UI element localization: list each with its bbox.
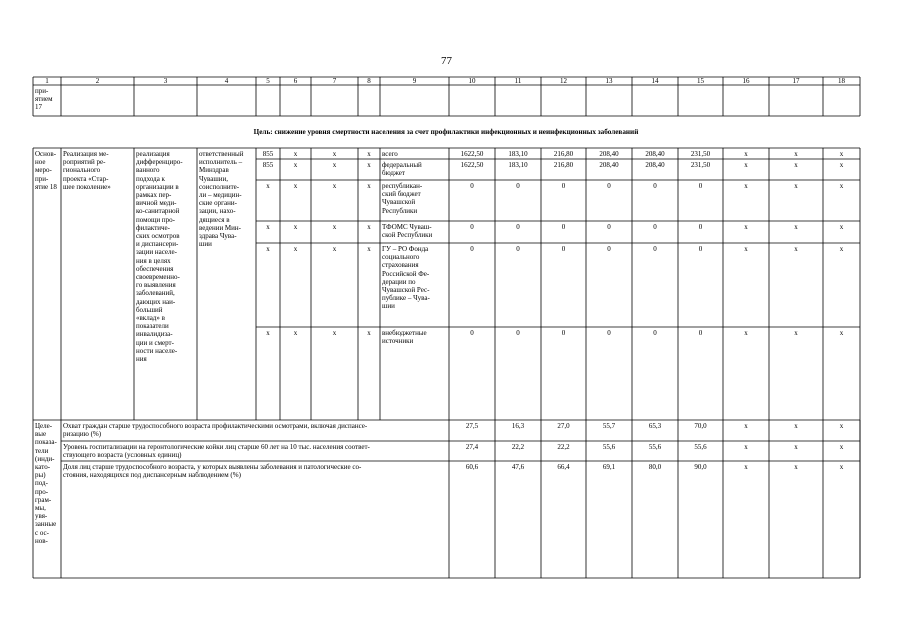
header-number-col-5: 5 [266,77,270,85]
measure-executor: ответственный исполнитель – Минздрав Чувашии, соисполните- ли – медицин- ские органи- зации, нахо- дящиеся в ведении Мин- здрава Чува- шии [199,150,244,249]
header-number-col-4: 4 [224,77,229,85]
indicator-value: x [839,422,844,430]
header-number-col-13: 13 [605,77,613,85]
funding-source: внебюджетные источники [382,329,427,346]
header-number-col-7: 7 [332,77,337,85]
header-number-col-10: 10 [468,77,476,85]
funding-value: 208,40 [645,150,665,158]
funding-col6: x [293,161,298,169]
header-number-col-16: 16 [742,77,750,85]
funding-col6: x [293,182,298,190]
funding-col8: x [367,150,371,158]
funding-value: 0 [470,329,474,337]
funding-col6: x [293,245,298,253]
funding-value: 0 [561,329,566,337]
funding-col7: x [332,223,337,231]
funding-value: 0 [516,223,520,231]
indicator-value: x [839,463,844,471]
indicator-value: 55,6 [648,443,662,451]
funding-value: 0 [516,245,520,253]
header-number-col-6: 6 [293,77,298,85]
funding-value: 183,10 [508,161,528,169]
funding-value: x [744,150,748,158]
indicator-value: 90,0 [694,463,707,471]
funding-source: ГУ – РО Фонда социального страхования Российской Фе- дерации по Чувашской Рес- публике – Чува- шии [382,245,430,311]
funding-value: 216,80 [553,161,574,169]
funding-value: 1622,50 [460,161,484,169]
funding-code: 855 [262,150,274,158]
funding-code: x [266,245,270,253]
funding-value: 1622,50 [460,150,484,158]
funding-col7: x [332,161,337,169]
funding-col7: x [332,329,337,337]
funding-value: 208,40 [645,161,665,169]
funding-source: федеральный бюджет [382,161,422,178]
funding-value: 0 [561,245,566,253]
indicator-value: 69,1 [602,463,616,471]
funding-source: ТФОМС Чуваш- ской Республики [382,223,433,240]
continued-cell-col1: при- ятием 17 [35,87,53,112]
indicators-label: Целе- вые показа- тели (инди- като- ры) под- про- грам- мы, увя- занные с ос- нов- [35,422,57,545]
funding-col6: x [293,150,298,158]
indicator-value: 27,0 [557,422,570,430]
indicator-value: 65,3 [648,422,662,430]
funding-value: x [794,329,798,337]
funding-value: x [794,161,798,169]
indicator-value: 55,7 [602,422,616,430]
indicator-value: 55,6 [694,443,707,451]
goal-heading: Цель: снижение уровня смертности населения за счет профилактики инфекционных и неинфекционных заболеваний [253,128,639,136]
funding-value: x [744,329,748,337]
indicator-value: 16,3 [511,422,525,430]
funding-value: x [744,245,748,253]
funding-value: 0 [516,329,520,337]
funding-value: 0 [561,223,566,231]
funding-code: 855 [262,161,274,169]
measure-description: реализация дифференциро- ванного подхода к организации в рамках пер- вичной меди- ко-санитарной помощи про- филактиче- ских осмотров и диспансери- зации населе- ния в целях обеспечения своевременно- го выявления заболеваний, дающих наи- больший «вклад» в показатели инвалидиза- ции и смерт- ности населе- ния [136,150,183,364]
indicator-value: 22,2 [557,443,570,451]
header-number-col-9: 9 [412,77,417,85]
funding-source: республикан- ский бюджет Чувашской Республики [382,182,423,215]
header-number-col-8: 8 [367,77,371,85]
indicator-value: 80,0 [648,463,662,471]
header-number-col-14: 14 [651,77,659,85]
indicator-value: x [794,422,798,430]
funding-col6: x [293,329,298,337]
funding-value: 208,40 [599,150,619,158]
funding-value: x [839,182,844,190]
funding-value: 0 [653,329,657,337]
funding-value: x [839,245,844,253]
header-number-col-11: 11 [514,77,522,85]
funding-value: 0 [470,182,474,190]
indicator-value: 27,5 [465,422,479,430]
funding-value: 216,80 [553,150,574,158]
funding-value: x [839,329,844,337]
indicator-text: Доля лиц старше трудоспособного возраста, у которых выявлены заболевания и патологические со- стояния, находящихся под диспансерным наблюдением (%) [63,463,362,480]
funding-value: 0 [653,245,657,253]
header-number-col-12: 12 [560,77,567,85]
funding-value: x [744,223,748,231]
funding-col8: x [367,161,371,169]
page-number: 77 [441,55,452,67]
funding-value: 208,40 [599,161,619,169]
funding-value: 0 [607,182,611,190]
measure-project: Реализация ме- роприятий ре- гионального проекта «Стар- шее поколение» [63,150,111,191]
funding-value: 0 [653,182,657,190]
funding-value: 231,50 [690,161,711,169]
indicator-value: x [744,422,748,430]
funding-value: 231,50 [690,150,711,158]
indicator-value: 27,4 [465,443,479,451]
header-number-col-18: 18 [838,77,845,85]
funding-value: 0 [607,245,611,253]
funding-value: x [794,245,798,253]
funding-value: 0 [470,245,474,253]
indicator-value: x [744,443,748,451]
funding-value: 0 [607,329,611,337]
funding-value: x [744,161,748,169]
funding-value: 0 [607,223,611,231]
header-number-col-3: 3 [163,77,168,85]
funding-value: x [839,223,844,231]
funding-value: 0 [561,182,566,190]
indicator-value: x [794,443,798,451]
funding-value: x [839,161,844,169]
funding-value: x [744,182,748,190]
funding-col6: x [293,223,298,231]
indicator-value: 55,6 [602,443,616,451]
indicator-text: Охват граждан старше трудоспособного возраста профилактическими осмотрами, включая диспансе- ризацию (%) [63,422,368,439]
funding-value: 0 [516,182,520,190]
measure-label: Основ- ное меро- при- ятие 18 [35,150,57,191]
funding-value: x [794,223,798,231]
funding-value: x [794,150,798,158]
funding-value: 0 [653,223,657,231]
funding-col7: x [332,182,337,190]
indicator-value: 22,2 [511,443,525,451]
indicator-value: 47,6 [511,463,525,471]
indicator-value: x [744,463,748,471]
funding-col7: x [332,245,337,253]
funding-value: 0 [698,245,703,253]
funding-col8: x [367,329,371,337]
funding-value: 0 [698,223,703,231]
header-number-col-1: 1 [45,77,49,85]
funding-code: x [266,223,270,231]
funding-value: x [794,182,798,190]
funding-source: всего [382,150,398,158]
indicator-text: Уровень госпитализации на геронтологические койки лиц старше 60 лет на 10 тыс. населения соответ- ствующего возраста (условных единиц) [63,443,370,460]
header-number-col-2: 2 [95,77,100,85]
header-number-col-17: 17 [792,77,800,85]
indicator-value: 66,4 [557,463,570,471]
funding-col8: x [367,223,371,231]
indicator-value: 70,0 [694,422,707,430]
header-number-col-15: 15 [697,77,704,85]
funding-value: 0 [698,329,703,337]
funding-col7: x [332,150,337,158]
indicator-value: x [794,463,798,471]
funding-col8: x [367,245,371,253]
indicator-value: x [839,443,844,451]
funding-value: 183,10 [508,150,528,158]
funding-value: 0 [698,182,703,190]
funding-code: x [266,182,270,190]
funding-col8: x [367,182,371,190]
indicator-value: 60,6 [465,463,479,471]
funding-value: 0 [470,223,474,231]
funding-value: x [839,150,844,158]
funding-code: x [266,329,270,337]
